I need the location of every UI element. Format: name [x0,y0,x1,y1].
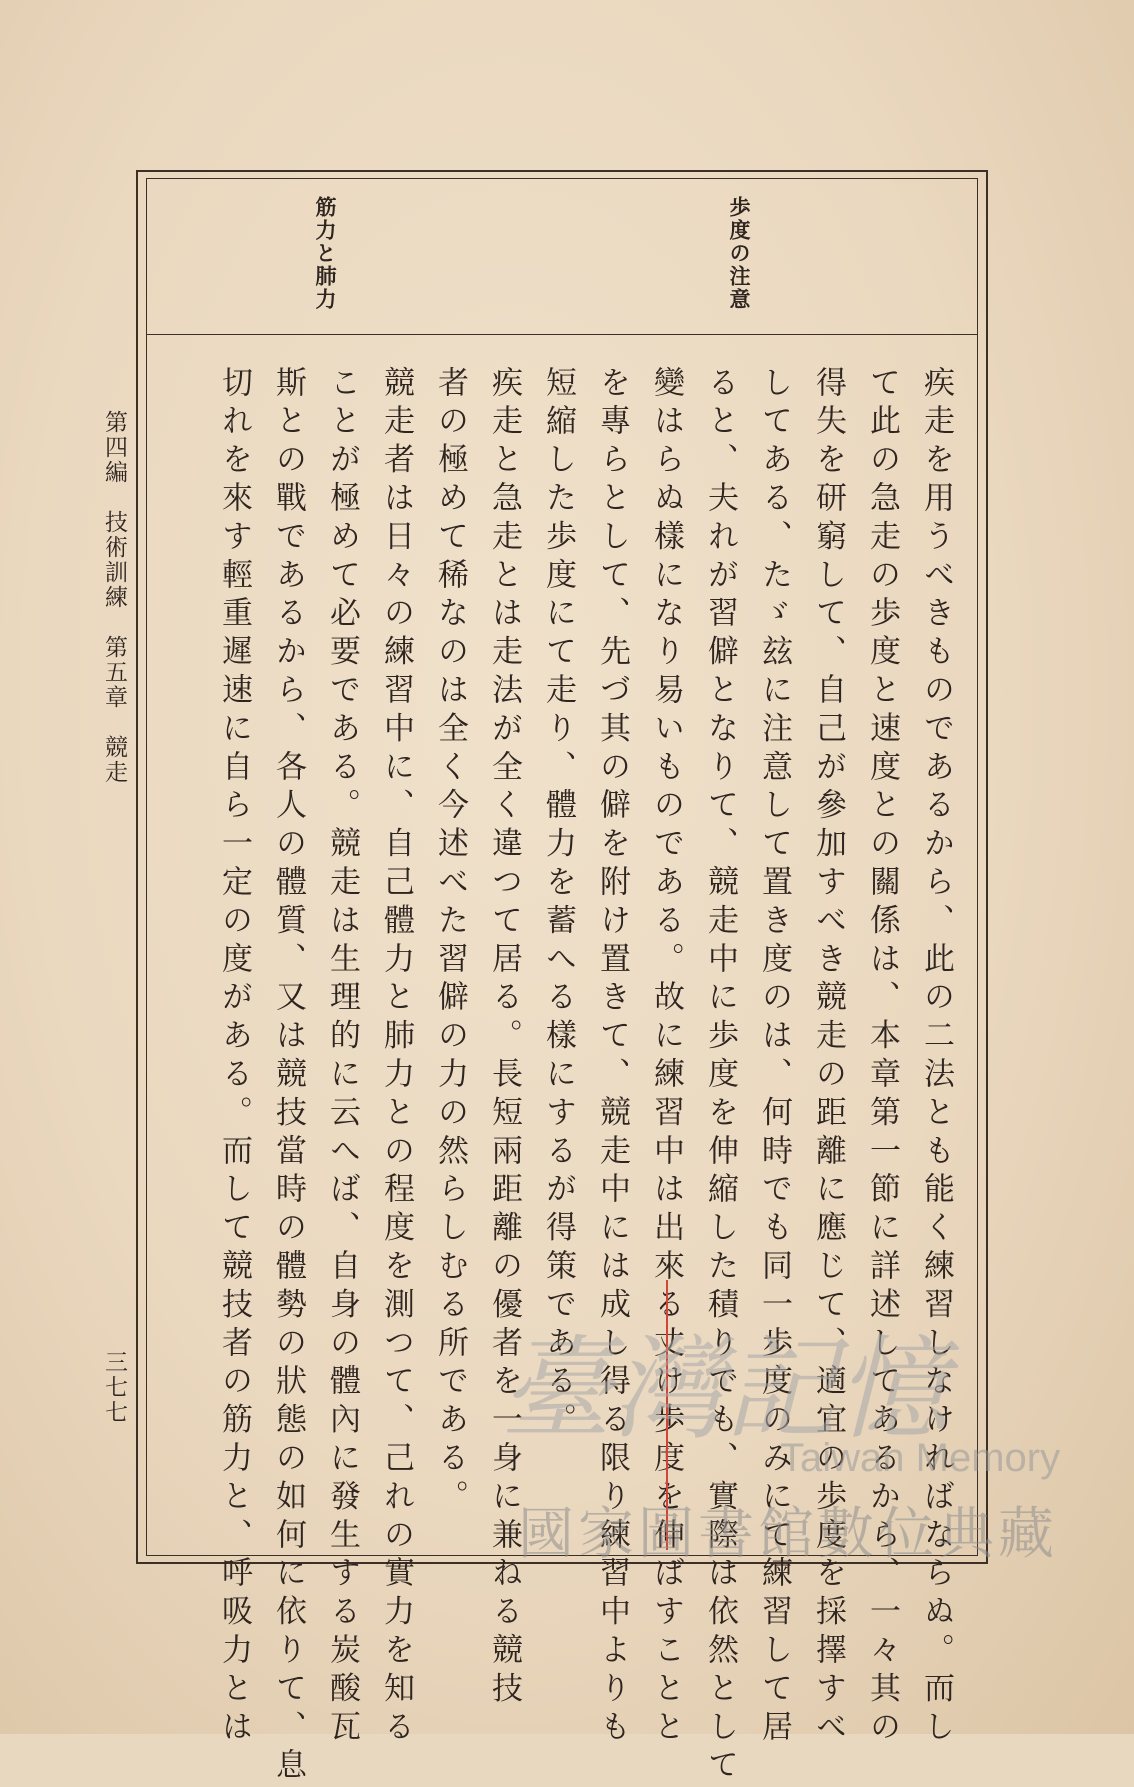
body-column: 疾走を用うべきものであるから、此の二法とも能く練習しなければならぬ。而し [918,366,954,1749]
body-column: 變はらぬ樣になり易いものである。故に練習中は出來る丈け歩度を伸ばすことと [648,366,684,1749]
marginal-heading-strength: 筋力と肺力 [313,196,338,311]
body-column: 得失を研窮して、自己が參加すべき競走の距離に應じて、適宜の歩度を採擇すべ [810,366,846,1749]
running-head: 第四編 技術訓練 第五章 競走 [101,410,127,785]
body-column: 斯との戰であるから、各人の體質、又は競技當時の體勢の狀態の如何に依りて、息 [270,366,306,1787]
page-number: 三七七 [101,1350,127,1425]
body-column: 競走者は日々の練習中に、自己體力と肺力との程度を測つて、己れの實力を知る [378,366,414,1749]
body-column: ことが極めて必要である。競走は生理的に云へば、自身の體內に發生する炭酸瓦 [324,366,360,1749]
body-column: 短縮した歩度にて走り、體力を蓄へる樣にするが得策である。 [540,366,576,1442]
watermark-logo: 臺灣記憶 [500,1325,948,1455]
body-column: してある、たゞ玆に注意して置き度のは、何時でも同一歩度のみにて練習して居 [756,366,792,1749]
watermark-english: Taiwan Memory [780,1436,1061,1480]
body-column: を專らとして、先づ其の僻を附け置きて、競走中には成し得る限り練習中よりも [594,366,630,1749]
body-column: 疾走と急走とは走法が全く違つて居る。長短兩距離の優者を一身に兼ねる競技 [486,366,522,1710]
marginal-heading-stride: 歩度の注意 [727,196,752,311]
watermark-chinese: 國家圖書館數位典藏 [518,1502,1058,1567]
body-column: 切れを來す輕重遲速に自ら一定の度がある。而して競技者の筋力と、呼吸力とは [216,366,252,1749]
body-column: 者の極めて稀なのは全く今述べた習僻の力の然らしむる所である。 [432,366,468,1518]
heading-divider [146,334,978,335]
body-column: ると、夫れが習僻となりて、競走中に歩度を伸縮した積りでも、實際は依然として [702,366,738,1787]
body-column: て此の急走の歩度と速度との關係は、本章第一節に詳述してあるから、一々其の [864,366,900,1749]
red-pencil-mark [666,1280,672,1550]
